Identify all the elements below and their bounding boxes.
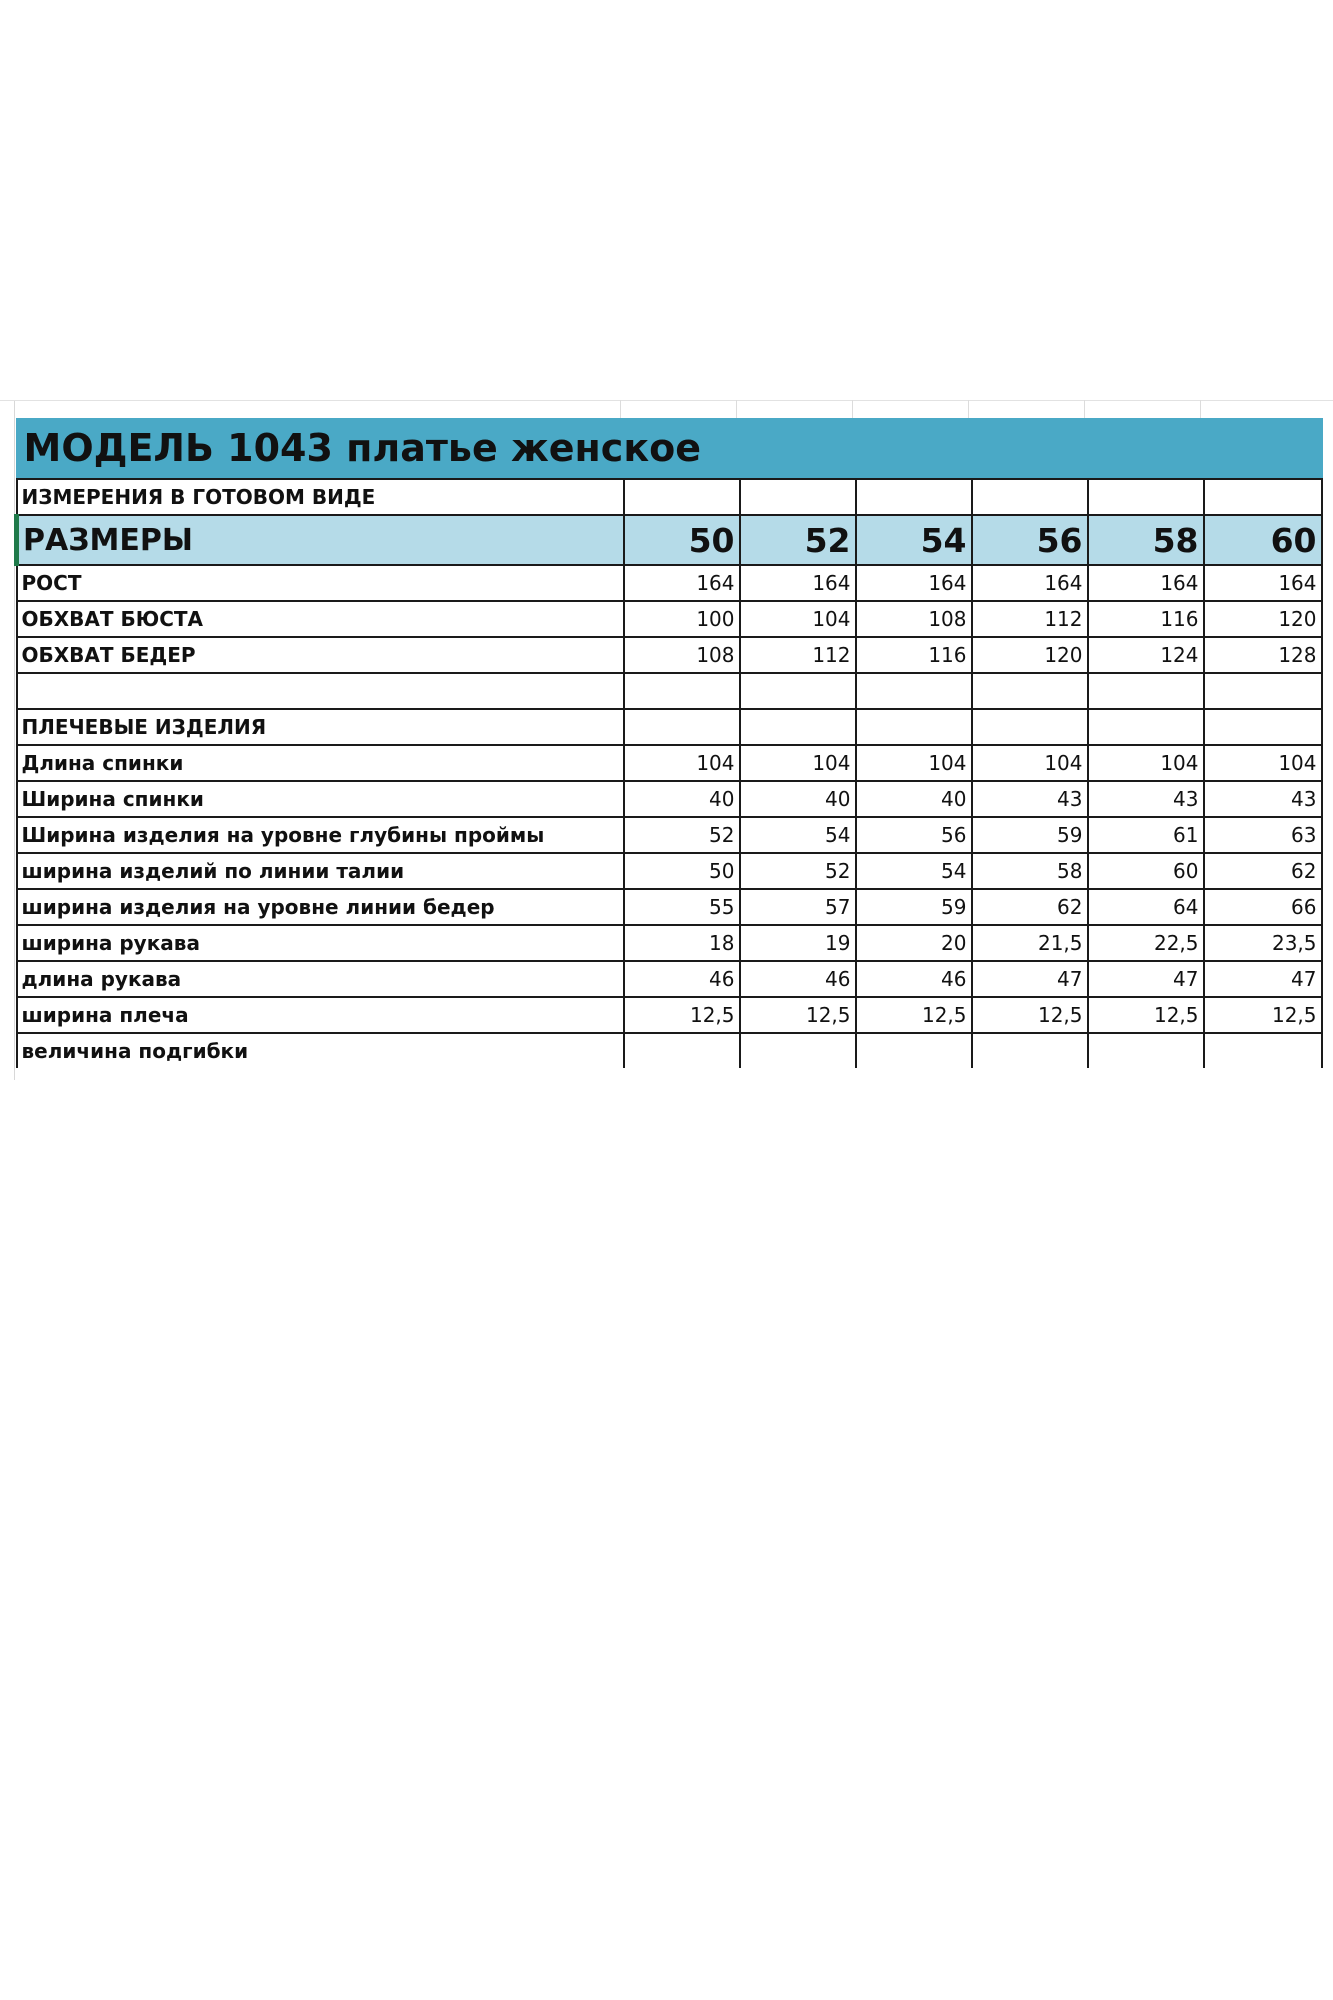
value-cell[interactable]: [972, 709, 1088, 745]
sheet-gridline: [852, 400, 853, 418]
value-cell[interactable]: 116: [1088, 601, 1204, 637]
value-cell[interactable]: 12,5: [624, 997, 740, 1033]
value-cell[interactable]: [740, 1033, 856, 1068]
row-label-cell[interactable]: величина подгибки: [17, 1033, 624, 1068]
value-cell[interactable]: 50: [624, 853, 740, 889]
size-cell[interactable]: 54: [856, 515, 972, 565]
value-cell[interactable]: 55: [624, 889, 740, 925]
empty-row: [17, 673, 1322, 709]
value-cell[interactable]: 104: [856, 745, 972, 781]
value-cell[interactable]: 21,5: [972, 925, 1088, 961]
table-row: [17, 853, 1322, 889]
value-cell[interactable]: 46: [740, 961, 856, 997]
value-cell[interactable]: 54: [740, 817, 856, 853]
sheet-gridline: [0, 400, 1333, 401]
row-label-cell[interactable]: ширина плеча: [17, 997, 624, 1033]
sizes-row: [17, 515, 1322, 565]
table-row: [17, 601, 1322, 637]
value-cell[interactable]: 43: [1088, 781, 1204, 817]
value-cell[interactable]: 100: [624, 601, 740, 637]
table-row: [17, 997, 1322, 1033]
value-cell[interactable]: [740, 673, 856, 709]
value-cell[interactable]: [740, 709, 856, 745]
size-cell[interactable]: 58: [1088, 515, 1204, 565]
cell[interactable]: [1204, 479, 1322, 515]
row-label-cell[interactable]: ОБХВАТ БЮСТА: [17, 601, 624, 637]
value-cell[interactable]: 22,5: [1088, 925, 1204, 961]
value-cell[interactable]: [972, 673, 1088, 709]
table-row: [17, 637, 1322, 673]
value-cell[interactable]: [856, 1033, 972, 1068]
value-cell[interactable]: 59: [972, 817, 1088, 853]
size-cell[interactable]: 52: [740, 515, 856, 565]
value-cell[interactable]: 164: [1204, 565, 1322, 601]
value-cell[interactable]: 62: [1204, 853, 1322, 889]
value-cell[interactable]: 47: [1088, 961, 1204, 997]
value-cell[interactable]: 164: [856, 565, 972, 601]
value-cell[interactable]: [1204, 673, 1322, 709]
section-header-row: [17, 709, 1322, 745]
value-cell[interactable]: 52: [624, 817, 740, 853]
value-cell[interactable]: 57: [740, 889, 856, 925]
value-cell[interactable]: 120: [972, 637, 1088, 673]
value-cell[interactable]: 164: [972, 565, 1088, 601]
value-cell[interactable]: [1204, 1033, 1322, 1068]
size-cell[interactable]: 50: [624, 515, 740, 565]
table-row: [17, 961, 1322, 997]
value-cell[interactable]: 61: [1088, 817, 1204, 853]
value-cell[interactable]: 12,5: [972, 997, 1088, 1033]
value-cell[interactable]: 104: [740, 745, 856, 781]
value-cell[interactable]: 46: [624, 961, 740, 997]
value-cell[interactable]: 62: [972, 889, 1088, 925]
value-cell[interactable]: 40: [856, 781, 972, 817]
value-cell[interactable]: 43: [1204, 781, 1322, 817]
value-cell[interactable]: 164: [624, 565, 740, 601]
value-cell[interactable]: 46: [856, 961, 972, 997]
value-cell[interactable]: [624, 673, 740, 709]
size-chart-table: [14, 418, 1323, 1068]
sheet-gridline: [968, 400, 969, 418]
row-label-cell[interactable]: РОСТ: [17, 565, 624, 601]
sheet-gridline: [736, 400, 737, 418]
value-cell[interactable]: [624, 709, 740, 745]
table-title[interactable]: МОДЕЛЬ 1043 платье женское: [17, 418, 1322, 479]
value-cell[interactable]: 164: [1088, 565, 1204, 601]
value-cell[interactable]: 60: [1088, 853, 1204, 889]
row-label-cell[interactable]: Ширина спинки: [17, 781, 624, 817]
subtitle-cell[interactable]: ИЗМЕРЕНИЯ В ГОТОВОМ ВИДЕ: [17, 479, 624, 515]
value-cell[interactable]: 66: [1204, 889, 1322, 925]
value-cell[interactable]: 104: [1088, 745, 1204, 781]
value-cell[interactable]: 40: [624, 781, 740, 817]
size-cell[interactable]: 56: [972, 515, 1088, 565]
value-cell[interactable]: 54: [856, 853, 972, 889]
value-cell[interactable]: 64: [1088, 889, 1204, 925]
value-cell[interactable]: 104: [972, 745, 1088, 781]
value-cell[interactable]: 164: [740, 565, 856, 601]
value-cell[interactable]: 12,5: [740, 997, 856, 1033]
value-cell[interactable]: [1204, 709, 1322, 745]
row-label-cell[interactable]: ПЛЕЧЕВЫЕ ИЗДЕЛИЯ: [17, 709, 624, 745]
value-cell[interactable]: 47: [972, 961, 1088, 997]
row-label-cell[interactable]: Длина спинки: [17, 745, 624, 781]
table-row: [17, 745, 1322, 781]
size-cell[interactable]: 60: [1204, 515, 1322, 565]
value-cell[interactable]: [1088, 673, 1204, 709]
value-cell[interactable]: 112: [740, 637, 856, 673]
value-cell[interactable]: 108: [624, 637, 740, 673]
value-cell[interactable]: 12,5: [1204, 997, 1322, 1033]
value-cell[interactable]: [856, 673, 972, 709]
table-row: [17, 1033, 1322, 1068]
row-label-cell[interactable]: [17, 673, 624, 709]
cell[interactable]: [1088, 479, 1204, 515]
table-row: [17, 817, 1322, 853]
value-cell[interactable]: 108: [856, 601, 972, 637]
value-cell[interactable]: 112: [972, 601, 1088, 637]
row-label-cell[interactable]: длина рукава: [17, 961, 624, 997]
value-cell[interactable]: 43: [972, 781, 1088, 817]
sizes-label-cell[interactable]: РАЗМЕРЫ: [17, 515, 624, 565]
subtitle-row: [17, 479, 1322, 515]
value-cell[interactable]: 47: [1204, 961, 1322, 997]
sheet-gridline: [1084, 400, 1085, 418]
value-cell[interactable]: 58: [972, 853, 1088, 889]
cell[interactable]: [972, 479, 1088, 515]
value-cell[interactable]: 40: [740, 781, 856, 817]
value-cell[interactable]: 12,5: [1088, 997, 1204, 1033]
row-label-cell[interactable]: ширина рукава: [17, 925, 624, 961]
cell[interactable]: [624, 479, 740, 515]
cell[interactable]: [856, 479, 972, 515]
value-cell[interactable]: 20: [856, 925, 972, 961]
table-row: [17, 781, 1322, 817]
value-cell[interactable]: 52: [740, 853, 856, 889]
table-row: [17, 925, 1322, 961]
value-cell[interactable]: 19: [740, 925, 856, 961]
value-cell[interactable]: 56: [856, 817, 972, 853]
value-cell[interactable]: 12,5: [856, 997, 972, 1033]
value-cell[interactable]: 124: [1088, 637, 1204, 673]
value-cell[interactable]: 59: [856, 889, 972, 925]
value-cell[interactable]: 116: [856, 637, 972, 673]
cell[interactable]: [740, 479, 856, 515]
table-row: [17, 889, 1322, 925]
value-cell[interactable]: [972, 1033, 1088, 1068]
table-row: [17, 565, 1322, 601]
value-cell[interactable]: [624, 1033, 740, 1068]
row-label-cell[interactable]: ширина изделия на уровне линии бедер: [17, 889, 624, 925]
row-label-cell[interactable]: ОБХВАТ БЕДЕР: [17, 637, 624, 673]
value-cell[interactable]: [856, 709, 972, 745]
value-cell[interactable]: 18: [624, 925, 740, 961]
value-cell[interactable]: 120: [1204, 601, 1322, 637]
value-cell[interactable]: [1088, 1033, 1204, 1068]
spreadsheet: [0, 400, 1333, 1080]
row-label-cell[interactable]: Ширина изделия на уровне глубины проймы: [17, 817, 624, 853]
row-label-cell[interactable]: ширина изделий по линии талии: [17, 853, 624, 889]
value-cell[interactable]: 128: [1204, 637, 1322, 673]
value-cell[interactable]: [1088, 709, 1204, 745]
value-cell[interactable]: 23,5: [1204, 925, 1322, 961]
value-cell[interactable]: 63: [1204, 817, 1322, 853]
value-cell[interactable]: 104: [624, 745, 740, 781]
value-cell[interactable]: 104: [1204, 745, 1322, 781]
sheet-gridline: [1200, 400, 1201, 418]
title-row: [17, 418, 1322, 479]
value-cell[interactable]: 104: [740, 601, 856, 637]
sheet-gridline: [620, 400, 621, 418]
